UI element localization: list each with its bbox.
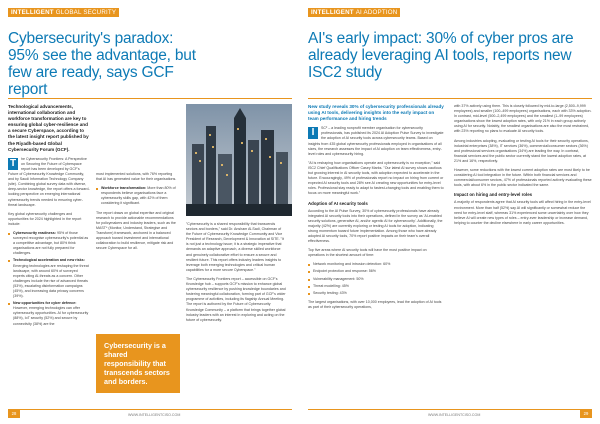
column-paragraph: "AI is reshaping how organisations operate and cybersecurity is no exception," said ISC2 Chief Qualifications Officer Casey Marks. "Our latest AI survey shows cautious but growing interest in AI security tools, with adoption expected to accelerate in the future. Encouragingly, 49% of professionals report no impact on hiring from current or expected AI security tools and 28% see AI creating new opportunities for entry-level roles. Professional stay ready to adapt to fastest-changing tools and enabling them to focus on more meaningful work.": [308, 160, 444, 196]
pull-quote: Cybersecurity is a shared responsibility that transcends sectors and borders.: [96, 334, 180, 393]
list-item: Endpoint protection and response: 56%: [308, 269, 444, 274]
drop-cap: I: [308, 127, 318, 139]
section-tag-secondary: GLOBAL SECURITY: [55, 9, 117, 16]
footer-url[interactable]: WWW.INTELLIGENTCISO.COM: [128, 413, 181, 417]
findings-intro: Key global cybersecurity challenges and opportunities for 2024 highlighted in the report include:: [8, 211, 82, 226]
city-skyline-photo: [186, 104, 292, 216]
article-headline: Cybersecurity's paradox: 95% see the advantage, but few are ready, says GCF report: [8, 30, 196, 98]
drop-cap: T: [9, 157, 17, 169]
footer-divider: [308, 409, 592, 410]
column-paragraph: The report draws on global expertise and original research to provide actionable recommendations for policymakers and industry leaders, such as the MAST* (Monitor, Understand, Strategise and Transform) framework, anchored in a balanced approach toward investment and international collaboration to build resilience, mitigate risk and secure Cyberspace for all.: [96, 210, 176, 251]
findings-list: [8, 231, 90, 327]
column-paragraph: A majority of respondents agree that AI security tools will affect hiring in the entry-level environment. More than half (52%) say AI will significantly or somewhat reduce the need for entry-level staff, whereas 31% experienced some uncertainty over how they believe AI will create new types of roles – entry-ever leadership or increase demand, helping to counter the decline elsewhere in early career opportunities.: [454, 200, 591, 225]
right-column-1: [308, 104, 444, 314]
list-item: New opportunities for cyber defence: However, emerging technologies can offer cybersecurity opportunities. AI for cybersecurity (88%), IoT security (52%) and secure by connectivity (38%) are the: [8, 301, 90, 326]
benefits-list: [308, 262, 444, 295]
list-item: Technological acceleration and new risks: Emerging technologies are reshaping the threat landscape, with around 60% of surveyed experts citing AI-threats as a concern. Other challenges include the rise of advanced threats (53%), escalating disinformation campaigns (45%), and increasing data privacy concerns (39%).: [8, 258, 90, 299]
left-column-3: [186, 222, 286, 327]
right-page: [300, 0, 600, 424]
left-column-1: [8, 104, 90, 331]
column-paragraph: However, some reductions with the lowest current adoption rates are most likely to be considering AI tool integration in the future. Within both financial services and commercial/consumer sectors, 47% of professionals reported actively evaluating these tools, with about 6% in the public sector indicated the same.: [454, 168, 592, 188]
section-tag-primary: INTELLIGENT: [11, 9, 54, 16]
section-tag: [8, 8, 119, 17]
column-paragraph: According to the AI Pulse Survey, 30% of cybersecurity professionals have already integrated AI security tools into their operations, defined in the survey as 'AI-enabled security solutions, generative AI, and/or agentic AI for cybersecurity'. Additionally, the majority (42%) are currently exploring or testing AI tools for adoption, indicating strong momentum toward future implementation. Among those who have already adopted AI security tools, 70% report positive impacts on their team's overall effectiveness.: [308, 208, 443, 244]
article-headline: AI's early impact: 30% of cyber pros are already leveraging AI tools, reports new ISC2 study: [308, 30, 574, 81]
list-item: Threat modelling: 45%: [308, 284, 444, 289]
article-lead: New study reveals 30% of cybersecurity professionals already using AI tools, delivering insights into the early impact on team performance and hiring trends: [308, 104, 444, 122]
section-tag-secondary: AI ADOPTION: [355, 9, 398, 16]
list-item: Cybersecurity readiness: 95% of those surveyed recognise cybersecurity's potential as a competitive advantage, but 80% think organisations are not fully prepared for challenges.: [8, 231, 90, 256]
footer-url[interactable]: WWW.INTELLIGENTCISO.COM: [428, 413, 481, 417]
article-lead: Technological advancements, international collaboration and workforce transformation are key to ensuring global cyber-resilience and a secure Cyberspace, according to the latest insight report published by the Riyadh-based Global Cybersecurity Forum (GCF).: [8, 104, 89, 152]
left-column-2: [96, 172, 178, 255]
column-paragraph: The Cybersecurity Frontiers report – accessible on GCF's Knowledge hub – supports GCF's mission to enhance global cybersecurity resilience by pushing knowledge boundaries and fostering meaningful collaboration, forming part of GCF's wider programme of activities, including its flagship Annual Meeting. The report is authored by the Future of Cybersecurity Knowledge Community – a platform that brings together global industry leaders with an interest in exploring and acting on the future of cybersecurity.: [186, 276, 286, 322]
list-item: Vulnerability management: 50%: [308, 277, 444, 282]
intro-paragraph: [8, 157, 90, 208]
list-item: Security testing: 43%: [308, 291, 444, 296]
section-tag-primary: INTELLIGENT: [311, 9, 354, 16]
subheading: Impact on hiring and entry-level roles: [454, 192, 533, 198]
column-paragraph: with 37% actively using them. This is closely followed by mid-to-large (2,500–9,999 employees) and smaller (100–499 employees) organisations, each with 33% adoption. In contrast, mid-level (500–2,499 employees) and the smallest (1–99 employees) organisations show the lowest adoption rates, with only 21% in each group actively using AI for security. Notably, the smallest organisations are also the most restrained, with 23% reporting no plans to evaluate AI security tools.: [454, 104, 592, 134]
subheading: Adoption of AI security tools: [308, 200, 368, 206]
column-paragraph: most implemented solutions, with 76% reporting that AI has generated value for their organisations.: [96, 172, 177, 182]
column-paragraph: The largest organisations, with over 10,000 employees, lead the adoption of AI tools as part of their cybersecurity operations,: [308, 299, 442, 309]
workforce-list: [96, 186, 178, 206]
skyline-illustration: [186, 104, 292, 216]
footer-divider: [8, 409, 292, 410]
section-tag: [308, 8, 400, 17]
right-column-2: [454, 104, 592, 230]
column-paragraph: Among industries adopting, evaluating or testing AI tools for their security operations, industrial enterprises (38%), IT services (36%), commercial/consumer sectors (36%) and professional services organisations (34%) are leading the way. In contrast, financial services and the public sector currently stand the lowest adoption rates, at 21% and 16%, respectively.: [454, 138, 589, 163]
page-number: 28: [8, 409, 20, 418]
intro-paragraph: [308, 126, 444, 157]
intro-text: SC² – a leading nonprofit member organisation for cybersecurity professionals, has published its 2024 AI Adoption Pulse Survey to investigate the adoption of AI security tools across cybersecurity teams. Based on insights from 435 global cybersecurity professionals employed in organisations of all sizes, the research assesses the impact of AI adoption on team effectiveness, entry-level roles and cybersecurity hiring.: [308, 126, 444, 156]
headline-divider: [8, 98, 292, 99]
intro-text: he Cybersecurity Frontiers: A Perspective on Securing the Future of Cyberspace report has been developed by GCF's Future of Cybersecurity Knowledge Community, and by Saudi Information Technology Company (site). Combining global survey data with diverse, deep-sector knowledge, the report offers a forward-looking perspective on emerging international cybersecurity trends needed to ensuring cyber-threat landscape.: [8, 156, 90, 207]
column-paragraph: Top five areas where AI security tools will have the most positive impact on operations in the shortest amount of time:: [308, 248, 427, 258]
page-number: 29: [580, 409, 592, 418]
list-item: Workforce transformation: More than 80% of respondents believe organisations face a cybersecurity skills gap, with 42% of them considering it significant.: [96, 186, 178, 206]
column-paragraph: "Cybersecurity is a shared responsibility that transcends sectors and borders," said Dr. Ansham Al-Sadi, Chairman of the Future of Cybersecurity Knowledge Community and Vice President of Research, Development & Innovation at SITE. "It is not just a technology issue; it is a strategic imperative that demands an adaptive approach, a diverse skilled workforce and genuinely collaborative effort to ensure a secure and resilient future. This report offers industry leaders insights to leverage both emerging technologies and critical human capabilities for a more secure Cyberspace.": [186, 222, 284, 272]
headline-divider: [308, 98, 592, 99]
list-item: Network monitoring and intrusion detection: 60%: [308, 262, 444, 267]
